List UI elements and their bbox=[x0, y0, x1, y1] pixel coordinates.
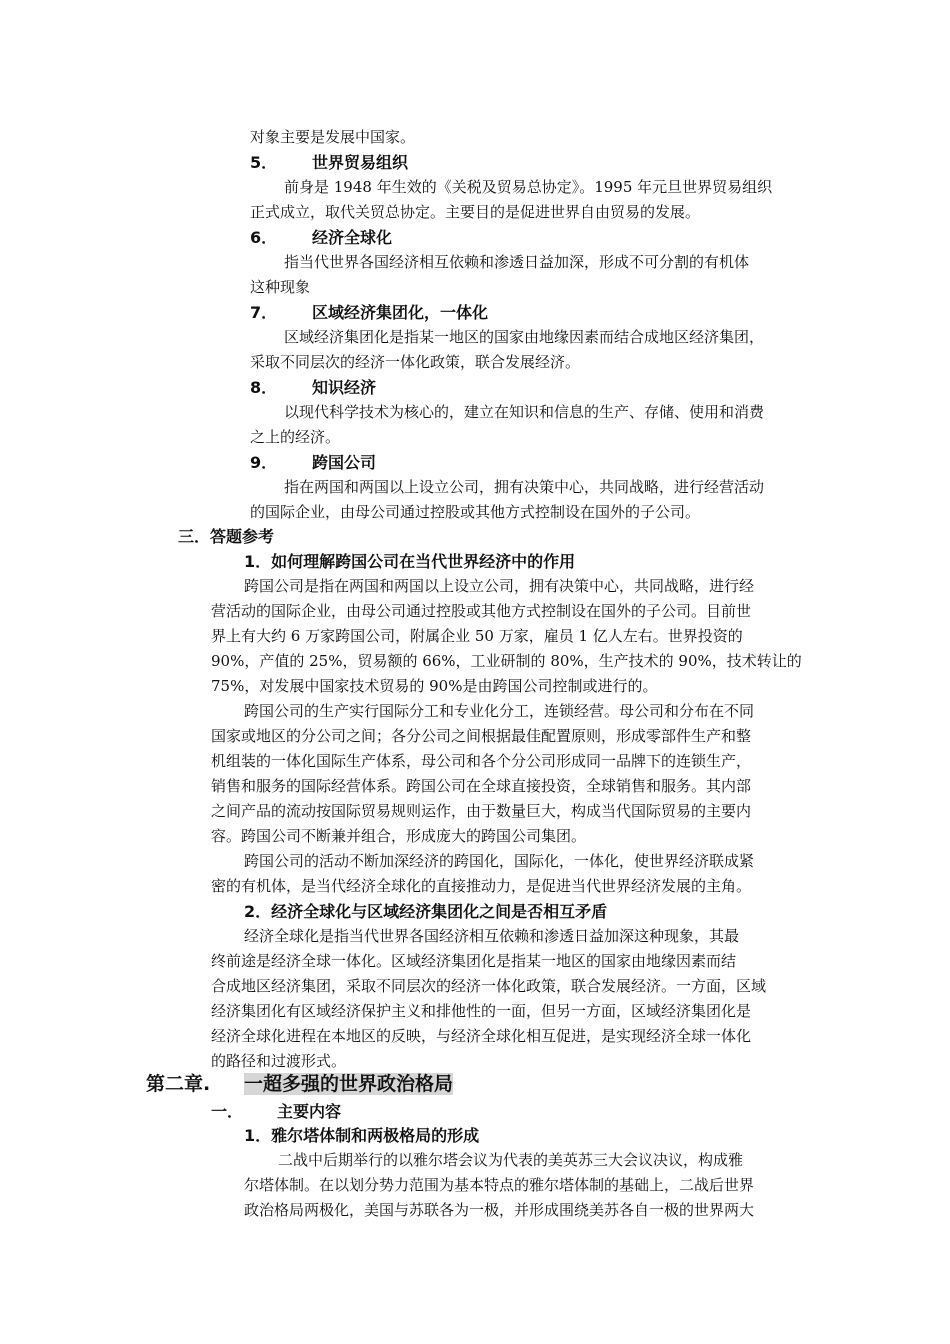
item-title: 跨国公司 bbox=[312, 453, 377, 472]
paragraph-line: 密的有机体，是当代经济全球化的直接推动力，是促进当代世界经济发展的主角。 bbox=[211, 877, 752, 895]
item-number: 5． bbox=[250, 153, 278, 172]
paragraph-line: 政治格局两极化，美国与苏联各为一极，并形成围绕美苏各自一极的世界两大 bbox=[244, 1201, 755, 1219]
paragraph-line: 经济全球化是指当代世界各国经济相互依赖和渗透日益加深这种现象，其最 bbox=[244, 927, 740, 945]
item-heading: 1．雅尔塔体制和两极格局的形成 bbox=[244, 1126, 480, 1145]
item-heading-5 bbox=[250, 150, 408, 175]
paragraph-line: 对象主要是发展中国家。 bbox=[250, 128, 416, 146]
item-number: 7． bbox=[250, 303, 278, 322]
paragraph-line: 经济全球化进程在本地区的反映，与经济全球化相互促进，是实现经济全球一体化 bbox=[211, 1027, 752, 1045]
paragraph-line: 90%，产值的 25%，贸易额的 66%，工业研制的 80%，生产技术的 90%，技术转让的 bbox=[211, 652, 802, 670]
paragraph-line: 跨国公司的活动不断加深经济的跨国化，国际化，一体化，使世界经济联成紧 bbox=[244, 852, 755, 870]
paragraph-line: 经济集团化有区域经济保护主义和排他性的一面，但另一方面，区域经济集团化是 bbox=[211, 1002, 752, 1020]
paragraph-line: 界上有大约 6 万家跨国公司，附属企业 50 万家，雇员 1 亿人左右。世界投资的 bbox=[211, 627, 743, 645]
paragraph-line: 采取不同层次的经济一体化政策，联合发展经济。 bbox=[250, 353, 581, 371]
paragraph-line: 机组装的一体化国际生产体系，母公司和各个分公司形成同一品牌下的连锁生产， bbox=[211, 752, 752, 770]
paragraph-line: 指在两国和两国以上设立公司，拥有决策中心，共同战略，进行经营活动 bbox=[284, 478, 765, 496]
item-title: 世界贸易组织 bbox=[312, 153, 409, 172]
paragraph-line: 之上的经济。 bbox=[250, 428, 341, 446]
paragraph-line: 容。跨国公司不断兼并组合，形成庞大的跨国公司集团。 bbox=[211, 827, 587, 845]
item-title: 知识经济 bbox=[312, 378, 377, 397]
paragraph-line: 之间产品的流动按国际贸易规则运作，由于数量巨大，构成当代国际贸易的主要内 bbox=[211, 802, 752, 820]
section-heading: 三．答题参考 bbox=[178, 527, 275, 546]
paragraph-line: 指当代世界各国经济相互依赖和渗透日益加深，形成不可分割的有机体 bbox=[284, 253, 750, 271]
paragraph-line: 75%，对发展中国家技术贸易的 90%是由跨国公司控制或进行的。 bbox=[211, 677, 658, 695]
paragraph-line: 跨国公司是指在两国和两国以上设立公司，拥有决策中心，共同战略，进行经 bbox=[244, 577, 755, 595]
paragraph-line: 跨国公司的生产实行国际分工和专业化分工，连锁经营。母公司和分布在不同 bbox=[244, 702, 755, 720]
paragraph-line: 正式成立，取代关贸总协定。主要目的是促进世界自由贸易的发展。 bbox=[250, 203, 701, 221]
paragraph-line: 二战中后期举行的以雅尔塔会议为代表的美英苏三大会议决议，构成雅 bbox=[278, 1151, 744, 1169]
item-heading-9 bbox=[250, 450, 376, 475]
item-title: 区域经济集团化，一体化 bbox=[312, 303, 489, 322]
item-heading-6 bbox=[250, 225, 392, 250]
subsection-title: 主要内容 bbox=[277, 1102, 342, 1121]
paragraph-line: 这种现象 bbox=[250, 278, 311, 296]
item-number: 9． bbox=[250, 453, 278, 472]
item-number: 8． bbox=[250, 378, 278, 397]
paragraph-line: 营活动的国际企业，由母公司通过控股或其他方式控制设在国外的子公司。目前世 bbox=[211, 602, 752, 620]
paragraph-line: 以现代科学技术为核心的，建立在知识和信息的生产、存储、使用和消费 bbox=[284, 403, 765, 421]
paragraph-line: 合成地区经济集团，采取不同层次的经济一体化政策，联合发展经济。一方面，区域 bbox=[211, 977, 767, 995]
paragraph-line: 尔塔体制。在以划分势力范围为基本特点的雅尔塔体制的基础上，二战后世界 bbox=[244, 1176, 755, 1194]
paragraph-line: 终前途是经济全球一体化。区域经济集团化是指某一地区的国家由地缘因素而结 bbox=[211, 952, 737, 970]
paragraph-line: 区域经济集团化是指某一地区的国家由地缘因素而结合成地区经济集团， bbox=[284, 328, 765, 346]
item-title: 经济全球化 bbox=[312, 228, 393, 247]
paragraph-line: 国家或地区的分公司之间；各分公司之间根据最佳配置原则，形成零部件生产和整 bbox=[211, 727, 752, 745]
paragraph-line: 销售和服务的国际经营体系。跨国公司在全球直接投资，全球销售和服务。其内部 bbox=[211, 777, 752, 795]
subsection-number: 一． bbox=[211, 1102, 244, 1121]
question-title: 1．如何理解跨国公司在当代世界经济中的作用 bbox=[244, 552, 576, 571]
chapter-title: 一超多强的世界政治格局 bbox=[244, 1073, 454, 1095]
chapter-heading bbox=[146, 1070, 453, 1098]
question-title: 2．经济全球化与区域经济集团化之间是否相互矛盾 bbox=[244, 902, 608, 921]
paragraph-line: 的路径和过渡形式。 bbox=[211, 1052, 347, 1070]
paragraph-line: 的国际企业，由母公司通过控股或其他方式控制设在国外的子公司。 bbox=[250, 503, 701, 521]
subsection-heading bbox=[211, 1099, 341, 1124]
paragraph-line: 前身是 1948 年生效的《关税及贸易总协定》。1995 年元旦世界贸易组织 bbox=[284, 178, 773, 196]
chapter-label: 第二章. bbox=[146, 1073, 211, 1095]
item-heading-7 bbox=[250, 300, 488, 325]
item-number: 6． bbox=[250, 228, 278, 247]
item-heading-8 bbox=[250, 375, 376, 400]
